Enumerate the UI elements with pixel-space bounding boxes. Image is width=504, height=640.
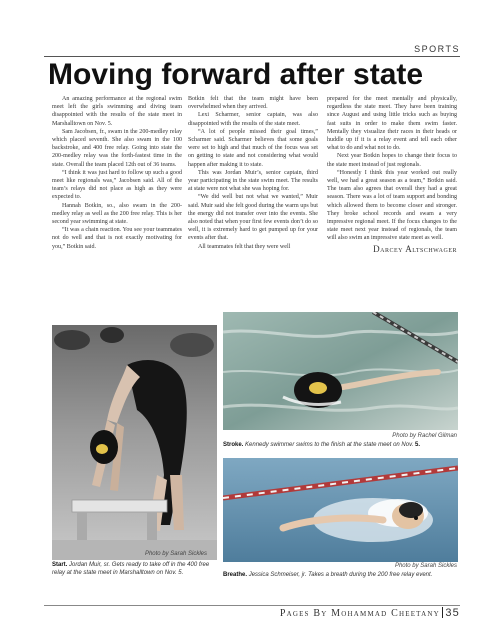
footer-separator (442, 607, 444, 618)
caption-label: Breathe. (223, 572, 248, 578)
paragraph: Sam Jacobsen, fr., swam in the 200-medley relay which placed seventh. She also swam in the 100 backstroke, and 400 free relay. Going into state the 200-medley relay was the forth-fastest time in the state. Overall the team placed 12th out of 36 teams. (52, 128, 182, 168)
photo-credit: Photo by Rachel Gilman (392, 433, 457, 439)
paragraph: Next year Botkin hopes to change their focus to the state meet instead of just regionals. (327, 153, 457, 168)
paragraph: “A lot of people missed their goal times,” Scharmer said. Scharmer believes that some goals were set to high and that much of the focus was set on getting to state and not considering what would happen after making it to state. (188, 128, 318, 168)
paragraph: prepared for the meet mentally and physically, regardless the state meet. They have been training since August and using little tricks such as buying fast suits in order to make them swim faster. Mentally they visualize their races in their heads or huddle up if it is a relay event and tell each other what to do and what not to do. (327, 96, 457, 152)
photo-breathe (223, 458, 458, 562)
article-column-1 (52, 95, 182, 251)
footer-divider (44, 605, 460, 606)
article-column-2 (188, 95, 318, 251)
paragraph: “It was a chain reaction. You see your teammates not do well and that is not exactly motivating for you,” Botkin said. (52, 227, 182, 250)
swimmer-breathe-image (223, 458, 458, 562)
caption-text: Jessica Schmeiser, jr. Takes a breath during the 200 free relay event. (248, 572, 433, 578)
swimmer-start-image (52, 325, 217, 560)
caption-text: Kennedy swimmer swims to the finish at the state meet on Nov. (245, 442, 414, 448)
paragraph: All teammates felt that they were well (198, 243, 291, 250)
photo-start (52, 325, 217, 560)
paragraph: Hannah Botkin, so., also swam in the 200- medley relay as well as the 200 free relay. This is her second year swimming at state. (52, 202, 182, 226)
footer-credit: Pages By Mohammad Cheetany (279, 608, 440, 619)
photo-stroke (223, 312, 458, 430)
caption-label: Start. (52, 562, 68, 568)
caption-end: 5. (414, 442, 420, 448)
paragraph: “I think it was just hard to follow up such a good meet like regionals was,” Jacobsen said. All of the team’s relays did not place as high as they were expected to. (52, 169, 182, 201)
photo-credit: Photo by Sarah Sickles (144, 551, 207, 557)
article-column-3 (327, 95, 457, 253)
photo-caption-stroke (223, 441, 463, 449)
section-label: SPORTS (414, 44, 460, 54)
swimmer-stroke-image (223, 312, 458, 430)
paragraph: This was Jordan Muir’s, senior captain, third year participating in the state swim meet. The results at state were not what she was hoping for. (188, 169, 318, 193)
byline: Darcey Altschwager (373, 243, 457, 254)
photo-credit: Photo by Sarah Sickles (394, 563, 457, 569)
paragraph: Botkin felt that the team might have been overwhelmed when they arrived. (188, 96, 318, 111)
headline: Moving forward after state (48, 58, 424, 91)
caption-label: Stroke. (223, 442, 244, 448)
paragraph: “We did well but not what we wanted,” Muir said. Muir said she felt good during the warm ups but the energy did not transfer over into the events. She also noted that when your first few events don’t do so well, it is extremely hard to get pumped up for your events after that. (188, 194, 318, 242)
photo-caption-start (52, 561, 222, 577)
photo-caption-breathe (223, 571, 463, 579)
caption-text: Jordan Muir, sr. Gets ready to take off in the 400 free relay at the state meet in Marshalltown on Nov. 5. (52, 562, 210, 576)
page-footer (280, 607, 460, 619)
paragraph: An amazing performance at the regional swim meet left the girls swimming and diving team disappointed with the results of the state meet in Marshalltown on Nov. 5. (52, 96, 182, 127)
paragraph: Lexi Scharmer, senior captain, was also disappointed with the results of the state meet. (188, 112, 318, 127)
paragraph: “Honestly I think this year worked out really well, we had a great season as a team,” Botkin said. The team also agrees that overall they had a great season. There was a lot of team support and bonding which allowed them to become closer and stronger. They broke school records and swam a very impressive regional meet. If the focus changes to the state meet next year instead of regionals, the team will also swim an impressive state meet as well. (327, 169, 457, 242)
page-number: 35 (445, 607, 460, 619)
